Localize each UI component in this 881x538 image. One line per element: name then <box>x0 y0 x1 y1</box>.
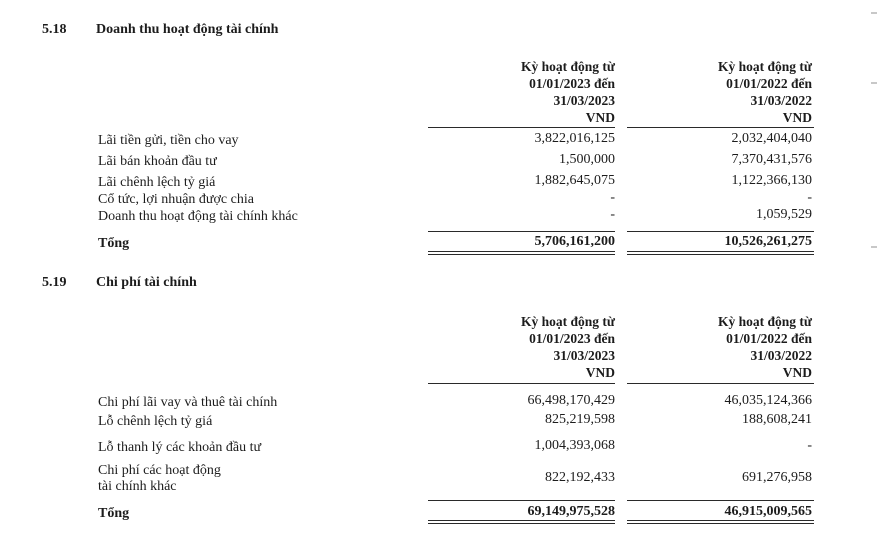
total-topline <box>627 231 814 232</box>
value-2022: 691,276,958 <box>742 470 812 485</box>
total-2022: 46,915,009,565 <box>724 504 812 519</box>
row-label-line: tài chính khác <box>98 479 177 494</box>
value-2023: 825,219,598 <box>545 412 615 427</box>
value-2023: 3,822,016,125 <box>534 131 615 146</box>
value-2022: 1,059,529 <box>756 207 812 222</box>
column-header-line: Kỳ hoạt động từ <box>521 59 615 74</box>
column-header-line: 01/01/2023 đến <box>529 76 615 91</box>
total-double-underline <box>627 520 814 524</box>
row-label: Chi phí lãi vay và thuê tài chính <box>98 395 278 410</box>
value-2022: - <box>807 438 812 453</box>
row-label: Cổ tức, lợi nhuận được chia <box>98 192 254 207</box>
column-unit: VND <box>782 110 812 125</box>
value-2023: - <box>610 207 615 222</box>
column-header-2022 <box>612 58 812 126</box>
column-header-line: 31/03/2022 <box>750 348 812 363</box>
column-unit: VND <box>585 110 615 125</box>
total-2023: 5,706,161,200 <box>534 234 615 249</box>
value-2023: - <box>610 190 615 205</box>
row-label: Lãi chênh lệch tỷ giá <box>98 175 216 190</box>
column-unit: VND <box>782 365 812 380</box>
row-label: Doanh thu hoạt động tài chính khác <box>98 209 298 224</box>
section-number: 5.18 <box>42 22 67 37</box>
header-underline <box>428 383 615 384</box>
value-2022: 7,370,431,576 <box>731 152 812 167</box>
column-header-line: 01/01/2022 đến <box>726 331 812 346</box>
row-label: Lỗ thanh lý các khoản đầu tư <box>98 440 262 455</box>
value-2022: 2,032,404,040 <box>731 131 812 146</box>
value-2023: 1,500,000 <box>559 152 615 167</box>
section-number: 5.19 <box>42 275 67 290</box>
section-title: Chi phí tài chính <box>96 275 197 290</box>
total-topline <box>428 231 615 232</box>
header-underline <box>627 383 814 384</box>
column-header-line: 31/03/2023 <box>553 93 615 108</box>
column-header-line: Kỳ hoạt động từ <box>718 314 812 329</box>
row-label: Lãi tiền gửi, tiền cho vay <box>98 133 239 148</box>
row-label: Lỗ chênh lệch tỷ giá <box>98 414 213 429</box>
header-underline <box>428 127 615 128</box>
value-2022: 188,608,241 <box>742 412 812 427</box>
row-label: Lãi bán khoản đầu tư <box>98 154 217 169</box>
column-header-2023 <box>415 58 615 126</box>
column-header-2022 <box>612 313 812 381</box>
value-2023: 66,498,170,429 <box>527 393 615 408</box>
total-topline <box>428 500 615 501</box>
column-header-line: 31/03/2022 <box>750 93 812 108</box>
scan-mark <box>871 12 877 14</box>
column-header-2023 <box>415 313 615 381</box>
total-topline <box>627 500 814 501</box>
total-2023: 69,149,975,528 <box>527 504 615 519</box>
column-unit: VND <box>585 365 615 380</box>
column-header-line: Kỳ hoạt động từ <box>521 314 615 329</box>
section-title: Doanh thu hoạt động tài chính <box>96 22 279 37</box>
value-2023: 822,192,433 <box>545 470 615 485</box>
total-2022: 10,526,261,275 <box>724 234 812 249</box>
total-double-underline <box>428 251 615 255</box>
row-label-line: Chi phí các hoạt động <box>98 463 221 478</box>
value-2022: - <box>807 190 812 205</box>
scan-mark <box>871 82 877 84</box>
header-underline <box>627 127 814 128</box>
column-header-line: 01/01/2023 đến <box>529 331 615 346</box>
column-header-line: 31/03/2023 <box>553 348 615 363</box>
total-double-underline <box>627 251 814 255</box>
total-double-underline <box>428 520 615 524</box>
total-label: Tổng <box>98 236 130 251</box>
value-2022: 46,035,124,366 <box>724 393 812 408</box>
column-header-line: 01/01/2022 đến <box>726 76 812 91</box>
column-header-line: Kỳ hoạt động từ <box>718 59 812 74</box>
scan-mark <box>871 246 877 248</box>
value-2023: 1,882,645,075 <box>534 173 615 188</box>
value-2022: 1,122,366,130 <box>731 173 812 188</box>
row-label-multiline <box>98 463 221 495</box>
value-2023: 1,004,393,068 <box>534 438 615 453</box>
total-label: Tổng <box>98 506 130 521</box>
